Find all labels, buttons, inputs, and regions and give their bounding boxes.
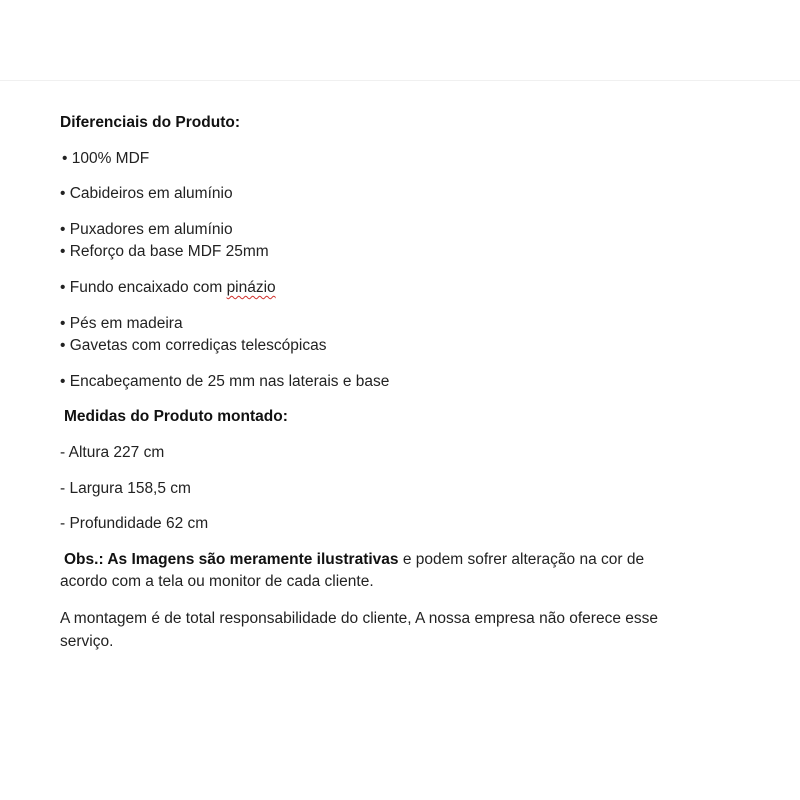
obs-paragraph-line2: acordo com a tela ou monitor de cada cliente. [60,573,374,590]
feature-item: • Gavetas com corrediças telescópicas [60,337,327,354]
obs-rest-text: e podem sofrer alteração na cor de [398,551,645,568]
assembly-paragraph-line1: A montagem é de total responsabilidade do cliente, A nossa empresa não oferece esse [60,610,658,627]
measure-item: - Profundidade 62 cm [60,515,209,532]
feature-item: • Encabeçamento de 25 mm nas laterais e base [60,373,390,390]
obs-bold-text: Obs.: As Imagens são meramente ilustrativas [64,551,399,568]
measure-item: - Altura 227 cm [60,444,165,461]
obs-paragraph-line1 [64,549,644,571]
feature-item: • 100% MDF [62,150,150,167]
feature-item: • Puxadores em alumínio [60,221,233,238]
feature-item: • Reforço da base MDF 25mm [60,243,269,260]
feature-item: • Pés em madeira [60,315,183,332]
feature-item [60,277,276,299]
spellcheck-flagged-word[interactable]: pinázio [226,279,276,296]
assembly-paragraph-line2: serviço. [60,633,114,650]
features-heading: Diferenciais do Produto: [60,114,240,131]
feature-item-text: • Fundo encaixado com [60,279,227,296]
measure-item: - Largura 158,5 cm [60,480,191,497]
feature-item: • Cabideiros em alumínio [60,185,233,202]
measures-heading: Medidas do Produto montado: [64,408,288,425]
